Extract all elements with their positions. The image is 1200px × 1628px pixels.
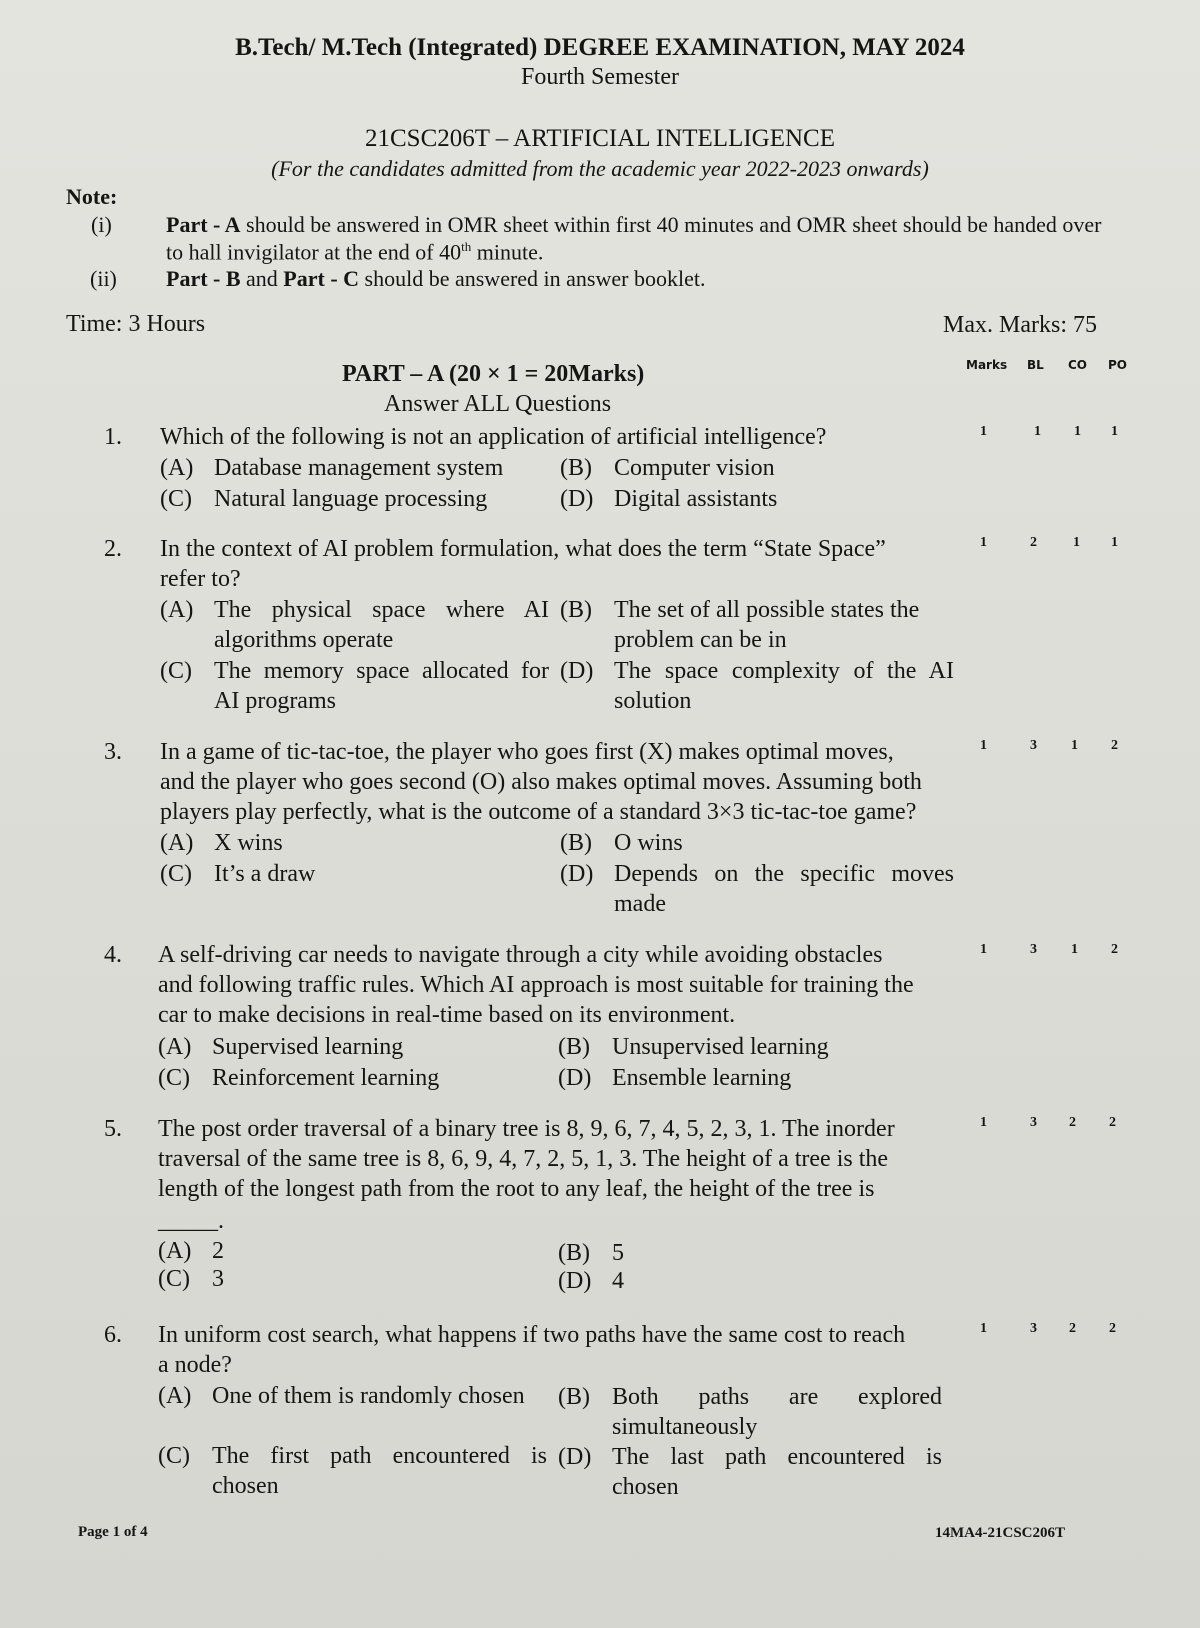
note-num-2: (ii) xyxy=(90,266,117,291)
q1-opt-b: Computer vision xyxy=(614,455,775,481)
note-text-2: to hall invigilator at the end of 40 xyxy=(166,239,462,265)
q6-line-2: a node? xyxy=(158,1352,232,1378)
q2-opt-d: The space complexity of the AI solution xyxy=(614,658,954,714)
max-marks: Max. Marks: 75 xyxy=(943,312,1097,338)
q2-opt-a: The physical space where AI algorithms operate xyxy=(214,597,549,653)
q2-opt-c: The memory space allocated for AI programs xyxy=(214,658,549,714)
q1-opt-c: Natural language processing xyxy=(214,486,488,512)
q3-opt-a: X wins xyxy=(214,830,283,856)
q2-opt-c-label: (C) xyxy=(160,658,192,684)
q2-opt-a-label: (A) xyxy=(160,597,194,623)
q2-po: 1 xyxy=(1111,535,1118,550)
q2-num: 2. xyxy=(104,536,122,562)
q4-line-3: car to make decisions in real-time based on its environment. xyxy=(158,1002,736,1028)
q4-opt-a-label: (A) xyxy=(158,1034,192,1060)
q1-num: 1. xyxy=(104,424,122,450)
q3-line-3: players play perfectly, what is the outcome of a standard 3×3 tic-tac-toe game? xyxy=(160,799,917,825)
q5-line-3: length of the longest path from the root to any leaf, the height of the tree is xyxy=(158,1176,875,1202)
q4-opt-d-label: (D) xyxy=(558,1065,592,1091)
q2-marks: 1 xyxy=(980,535,987,550)
q1-opt-d: Digital assistants xyxy=(614,486,778,512)
q4-opt-c: Reinforcement learning xyxy=(212,1065,440,1091)
semester: Fourth Semester xyxy=(521,64,679,90)
q3-opt-a-label: (A) xyxy=(160,830,194,856)
q4-line-1: A self-driving car needs to navigate through a city while avoiding obstacles xyxy=(158,942,883,968)
note-line-1 xyxy=(166,212,1101,238)
q1-opt-d-label: (D) xyxy=(560,486,594,512)
q2-opt-b: The set of all possible states the problem can be in xyxy=(614,597,920,653)
q3-po: 2 xyxy=(1111,738,1118,753)
q5-line-2: traversal of the same tree is 8, 6, 9, 4, 7, 2, 5, 1, 3. The height of a tree is the xyxy=(158,1146,889,1172)
note-sup: th xyxy=(461,239,472,254)
q1-po: 1 xyxy=(1111,424,1118,439)
course-title: 21CSC206T – ARTIFICIAL INTELLIGENCE xyxy=(364,125,835,152)
q6-opt-d: The last path encountered is chosen xyxy=(612,1444,942,1500)
q2-opt-b-label: (B) xyxy=(560,597,592,623)
q1-opt-b-label: (B) xyxy=(560,455,592,481)
q5-opt-d-label: (D) xyxy=(558,1268,592,1294)
q5-opt-c-label: (C) xyxy=(158,1266,190,1292)
note-line-1b xyxy=(166,239,543,265)
q3-opt-d-label: (D) xyxy=(560,861,594,887)
col-marks: Marks xyxy=(966,358,1008,372)
q4-marks: 1 xyxy=(980,942,987,957)
q4-co: 1 xyxy=(1071,942,1078,957)
q4-opt-b-label: (B) xyxy=(558,1034,590,1060)
q2-bl: 2 xyxy=(1030,535,1037,550)
note-text-4: should be answered in answer booklet. xyxy=(359,266,706,291)
q3-num: 3. xyxy=(104,739,122,765)
col-bl: BL xyxy=(1027,358,1044,372)
q2-co: 1 xyxy=(1073,535,1080,550)
q5-opt-a: 2 xyxy=(212,1238,224,1264)
q3-opt-d: Depends on the specific moves made xyxy=(614,861,954,917)
q3-bl: 3 xyxy=(1030,738,1037,753)
q3-opt-b-label: (B) xyxy=(560,830,592,856)
q6-opt-d-label: (D) xyxy=(558,1444,592,1470)
q3-marks: 1 xyxy=(980,738,987,753)
page-number: Page 1 of 4 xyxy=(78,1524,148,1540)
q4-bl: 3 xyxy=(1030,942,1037,957)
note-line-2 xyxy=(166,266,705,292)
q3-opt-c-label: (C) xyxy=(160,861,192,887)
q5-po: 2 xyxy=(1109,1115,1116,1130)
col-po: PO xyxy=(1108,358,1127,372)
q5-blank: _____. xyxy=(158,1208,224,1234)
q1-opt-a-label: (A) xyxy=(160,455,194,481)
q6-opt-a-label: (A) xyxy=(158,1383,192,1409)
paper-code: 14MA4-21CSC206T xyxy=(935,1525,1065,1541)
q5-opt-d: 4 xyxy=(612,1268,624,1294)
q4-opt-a: Supervised learning xyxy=(212,1034,404,1060)
q4-po: 2 xyxy=(1111,942,1118,957)
q6-po: 2 xyxy=(1109,1321,1116,1336)
q5-line-1: The post order traversal of a binary tree is 8, 9, 6, 7, 4, 5, 2, 3, 1. The inorder xyxy=(158,1116,895,1142)
note-part-b: Part - B xyxy=(166,266,241,291)
exam-title: B.Tech/ M.Tech (Integrated) DEGREE EXAMINATION, MAY 2024 xyxy=(235,34,965,61)
q6-num: 6. xyxy=(104,1322,122,1348)
q6-co: 2 xyxy=(1069,1321,1076,1336)
q5-marks: 1 xyxy=(980,1115,987,1130)
q5-co: 2 xyxy=(1069,1115,1076,1130)
q6-marks: 1 xyxy=(980,1321,987,1336)
q5-opt-c: 3 xyxy=(212,1266,224,1292)
q3-co: 1 xyxy=(1071,738,1078,753)
q5-bl: 3 xyxy=(1030,1115,1037,1130)
q6-opt-b: Both paths are explored simultaneously xyxy=(612,1384,942,1440)
q5-opt-b: 5 xyxy=(612,1240,624,1266)
q3-line-1: In a game of tic-tac-toe, the player who goes first (X) makes optimal moves, xyxy=(160,739,894,765)
q6-opt-c: The first path encountered is chosen xyxy=(212,1443,547,1499)
time-label: Time: 3 Hours xyxy=(66,311,206,337)
q2-line-1: In the context of AI problem formulation, what does the term “State Space” xyxy=(160,536,886,562)
note-part-a: Part - A xyxy=(166,212,241,237)
q5-opt-b-label: (B) xyxy=(558,1240,590,1266)
note-num-1: (i) xyxy=(91,212,112,237)
part-a-subtitle: Answer ALL Questions xyxy=(384,391,612,417)
q1-line-1: Which of the following is not an application of artificial intelligence? xyxy=(160,424,827,450)
q6-opt-b-label: (B) xyxy=(558,1384,590,1410)
q3-opt-b: O wins xyxy=(614,830,683,856)
q6-bl: 3 xyxy=(1030,1321,1037,1336)
q3-line-2: and the player who goes second (O) also makes optimal moves. Assuming both xyxy=(160,769,922,795)
q5-opt-a-label: (A) xyxy=(158,1238,192,1264)
q4-num: 4. xyxy=(104,942,122,968)
col-co: CO xyxy=(1068,358,1088,372)
note-text-1: should be answered in OMR sheet within first 40 minutes and OMR sheet should be handed over xyxy=(240,212,1102,237)
q1-marks: 1 xyxy=(980,424,987,439)
q4-opt-c-label: (C) xyxy=(158,1065,190,1091)
admission-note: (For the candidates admitted from the academic year 2022-2023 onwards) xyxy=(271,156,929,181)
note-heading: Note: xyxy=(66,184,118,209)
q3-opt-c: It’s a draw xyxy=(214,861,316,887)
q6-line-1: In uniform cost search, what happens if two paths have the same cost to reach xyxy=(158,1322,906,1348)
part-a-title: PART – A (20 × 1 = 20Marks) xyxy=(342,361,645,387)
q1-opt-c-label: (C) xyxy=(160,486,192,512)
q6-opt-a: One of them is randomly chosen xyxy=(212,1383,525,1409)
q4-line-2: and following traffic rules. Which AI approach is most suitable for training the xyxy=(158,972,914,998)
q5-num: 5. xyxy=(104,1116,122,1142)
q4-opt-d: Ensemble learning xyxy=(612,1065,792,1091)
note-text-3: minute. xyxy=(471,239,544,265)
q2-opt-d-label: (D) xyxy=(560,658,594,684)
q6-opt-c-label: (C) xyxy=(158,1443,190,1469)
note-and: and xyxy=(240,266,284,291)
q4-opt-b: Unsupervised learning xyxy=(612,1034,829,1060)
q1-co: 1 xyxy=(1074,424,1081,439)
note-part-c: Part - C xyxy=(283,266,360,291)
q1-opt-a: Database management system xyxy=(214,455,504,481)
q2-line-2: refer to? xyxy=(160,566,241,592)
q1-bl: 1 xyxy=(1034,424,1041,439)
